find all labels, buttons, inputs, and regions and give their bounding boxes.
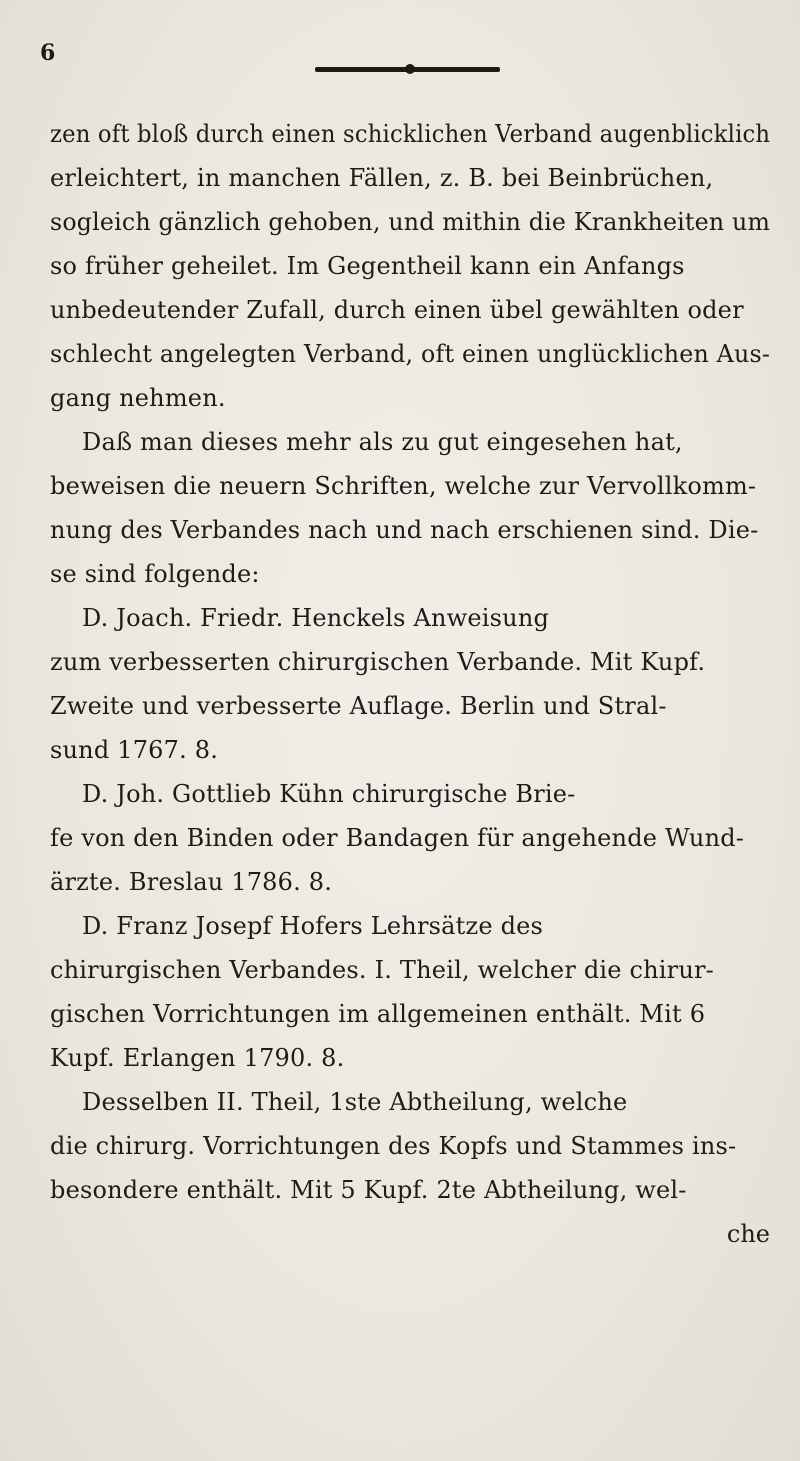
text-line: zum verbesserten chirurgischen Verbande. Mit Kupf. — [50, 648, 706, 676]
text-line: so früher geheilet. Im Gegentheil kann ein Anfangs — [50, 252, 685, 280]
bibliography-entry-start: D. Joach. Friedr. Henckels Anweisung — [82, 604, 550, 632]
header-ornament-dot — [405, 64, 415, 74]
bibliography-entry-start: Desselben II. Theil, 1ste Abtheilung, welche — [82, 1088, 628, 1116]
text-line: erleichtert, in manchen Fällen, z. B. bei Beinbrüchen, — [50, 164, 714, 192]
text-line: unbedeutender Zufall, durch einen übel gewählten oder — [50, 296, 744, 324]
text-line: gischen Vorrichtungen im allgemeinen enthält. Mit 6 — [50, 1000, 706, 1028]
text-line: ärzte. Breslau 1786. 8. — [50, 868, 333, 896]
text-line: gang nehmen. — [50, 384, 226, 412]
text-line: die chirurg. Vorrichtungen des Kopfs und Stammes ins- — [50, 1132, 737, 1160]
text-line: nung des Verbandes nach und nach erschienen sind. Die- — [50, 516, 759, 544]
text-line: chirurgischen Verbandes. I. Theil, welcher die chirur- — [50, 956, 714, 984]
catchword: che — [726, 1220, 770, 1248]
bibliography-entry-start: D. Joh. Gottlieb Kühn chirurgische Brie- — [82, 780, 576, 808]
text-line: fe von den Binden oder Bandagen für angehende Wund- — [50, 824, 745, 852]
text-line: Kupf. Erlangen 1790. 8. — [50, 1044, 345, 1072]
page-number: 6 — [40, 40, 56, 66]
text-line: sogleich gänzlich gehoben, und mithin die Krankheiten um — [50, 208, 771, 236]
text-line: se sind folgende: — [50, 560, 260, 588]
bibliography-entry-start: D. Franz Josepf Hofers Lehrsätze des — [82, 912, 544, 940]
text-line: schlecht angelegten Verband, oft einen unglücklichen Aus- — [50, 340, 771, 368]
text-line: sund 1767. 8. — [50, 736, 219, 764]
text-line: Zweite und verbesserte Auflage. Berlin und Stral- — [50, 692, 667, 720]
text-line: beweisen die neuern Schriften, welche zur Vervollkomm- — [50, 472, 757, 500]
text-line: besondere enthält. Mit 5 Kupf. 2te Abtheilung, wel- — [50, 1176, 687, 1204]
text-line: zen oft bloß durch einen schicklichen Verband augenblicklich — [50, 120, 771, 148]
text-line: Daß man dieses mehr als zu gut eingesehen hat, — [82, 428, 683, 456]
